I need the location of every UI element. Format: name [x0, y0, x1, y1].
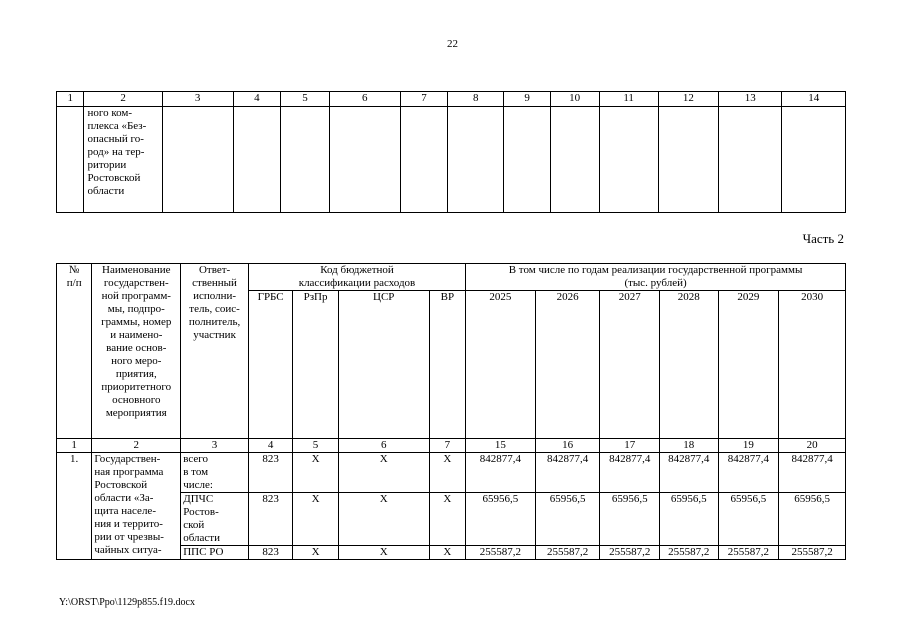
column-number: 9 — [504, 92, 551, 107]
column-number: 7 — [429, 439, 465, 453]
vr-cell: Х — [429, 453, 465, 493]
vr-cell: Х — [429, 493, 465, 546]
value-cell: 65956,5 — [600, 493, 660, 546]
column-number: 3 — [181, 439, 249, 453]
value-cell: 842877,4 — [718, 453, 779, 493]
rzpr-cell: Х — [293, 546, 338, 560]
column-number: 18 — [660, 439, 719, 453]
header-code-col: ЦСР — [338, 291, 429, 439]
value-cell: 255587,2 — [718, 546, 779, 560]
column-number: 6 — [329, 92, 400, 107]
rzpr-cell: Х — [293, 493, 338, 546]
header-year: 2027 — [600, 291, 660, 439]
vr-cell: Х — [429, 546, 465, 560]
page-number: 22 — [447, 38, 458, 50]
value-cell: 842877,4 — [600, 453, 660, 493]
grbs-cell: 823 — [248, 546, 292, 560]
value-cell: 255587,2 — [535, 546, 600, 560]
value-cell: 255587,2 — [466, 546, 536, 560]
grbs-cell: 823 — [248, 453, 292, 493]
header-years: В том числе по годам реализации государственной программы (тыс. рублей) — [466, 264, 846, 291]
csr-cell: Х — [338, 546, 429, 560]
value-cell: 65956,5 — [660, 493, 719, 546]
column-number: 5 — [293, 439, 338, 453]
budget-table — [56, 263, 846, 560]
rzpr-cell: Х — [293, 453, 338, 493]
header-year: 2025 — [466, 291, 536, 439]
column-number: 1 — [57, 439, 92, 453]
column-number: 20 — [779, 439, 846, 453]
executor-dpchs: ДПЧС Ростов- ской области — [181, 493, 249, 546]
header-year: 2029 — [718, 291, 779, 439]
continuation-table — [56, 91, 846, 213]
value-cell: 255587,2 — [600, 546, 660, 560]
executor-pps: ППС РО — [181, 546, 249, 560]
header-code-col: ВР — [429, 291, 465, 439]
value-cell: 255587,2 — [779, 546, 846, 560]
column-number: 5 — [281, 92, 330, 107]
column-number: 4 — [233, 92, 281, 107]
grbs-cell: 823 — [248, 493, 292, 546]
column-number: 19 — [718, 439, 779, 453]
column-number: 2 — [84, 92, 162, 107]
file-path-footer: Y:\ORST\Ppo\1129p855.f19.docx — [59, 597, 195, 608]
column-number: 10 — [550, 92, 599, 107]
header-year: 2030 — [779, 291, 846, 439]
column-number: 1 — [57, 92, 84, 107]
value-cell: 65956,5 — [535, 493, 600, 546]
column-number: 2 — [92, 439, 181, 453]
csr-cell: Х — [338, 493, 429, 546]
value-cell: 842877,4 — [660, 453, 719, 493]
column-number: 16 — [535, 439, 600, 453]
header-code-col: РзПр — [293, 291, 338, 439]
value-cell: 842877,4 — [779, 453, 846, 493]
continuation-text: ного ком- плекса «Без- опасный го- род» на тер- ритории Ростовской области — [84, 107, 162, 213]
part-title: Часть 2 — [802, 231, 844, 246]
header-name: Наименование государствен- ной программ- мы, подпро- граммы, номер и наимено- вание основ- ного меро- приятия, приоритетного основного мероприятия — [92, 264, 181, 439]
header-code-col: ГРБС — [248, 291, 292, 439]
column-number: 6 — [338, 439, 429, 453]
column-number: 3 — [162, 92, 233, 107]
header-executor: Ответ- ственный исполни- тель, соис- полнитель, участник — [181, 264, 249, 439]
column-number: 15 — [466, 439, 536, 453]
header-number: № п/п — [57, 264, 92, 439]
column-number: 14 — [782, 92, 846, 107]
column-number: 12 — [658, 92, 718, 107]
executor-total: всего в том числе: — [181, 453, 249, 493]
value-cell: 65956,5 — [779, 493, 846, 546]
header-year: 2028 — [660, 291, 719, 439]
value-cell: 842877,4 — [466, 453, 536, 493]
csr-cell: Х — [338, 453, 429, 493]
program-name: Государствен- ная программа Ростовской области «За- щита населе- ния и террито- рии от чрезвы- чайных ситуа- — [92, 453, 181, 560]
column-number: 11 — [599, 92, 658, 107]
header-budget-code: Код бюджетной классификации расходов — [248, 264, 465, 291]
value-cell: 255587,2 — [660, 546, 719, 560]
column-number: 4 — [248, 439, 292, 453]
value-cell: 65956,5 — [466, 493, 536, 546]
header-year: 2026 — [535, 291, 600, 439]
column-number: 8 — [448, 92, 504, 107]
value-cell: 842877,4 — [535, 453, 600, 493]
column-number: 17 — [600, 439, 660, 453]
row-number: 1. — [57, 453, 92, 560]
value-cell: 65956,5 — [718, 493, 779, 546]
column-number: 13 — [719, 92, 782, 107]
column-number: 7 — [400, 92, 448, 107]
